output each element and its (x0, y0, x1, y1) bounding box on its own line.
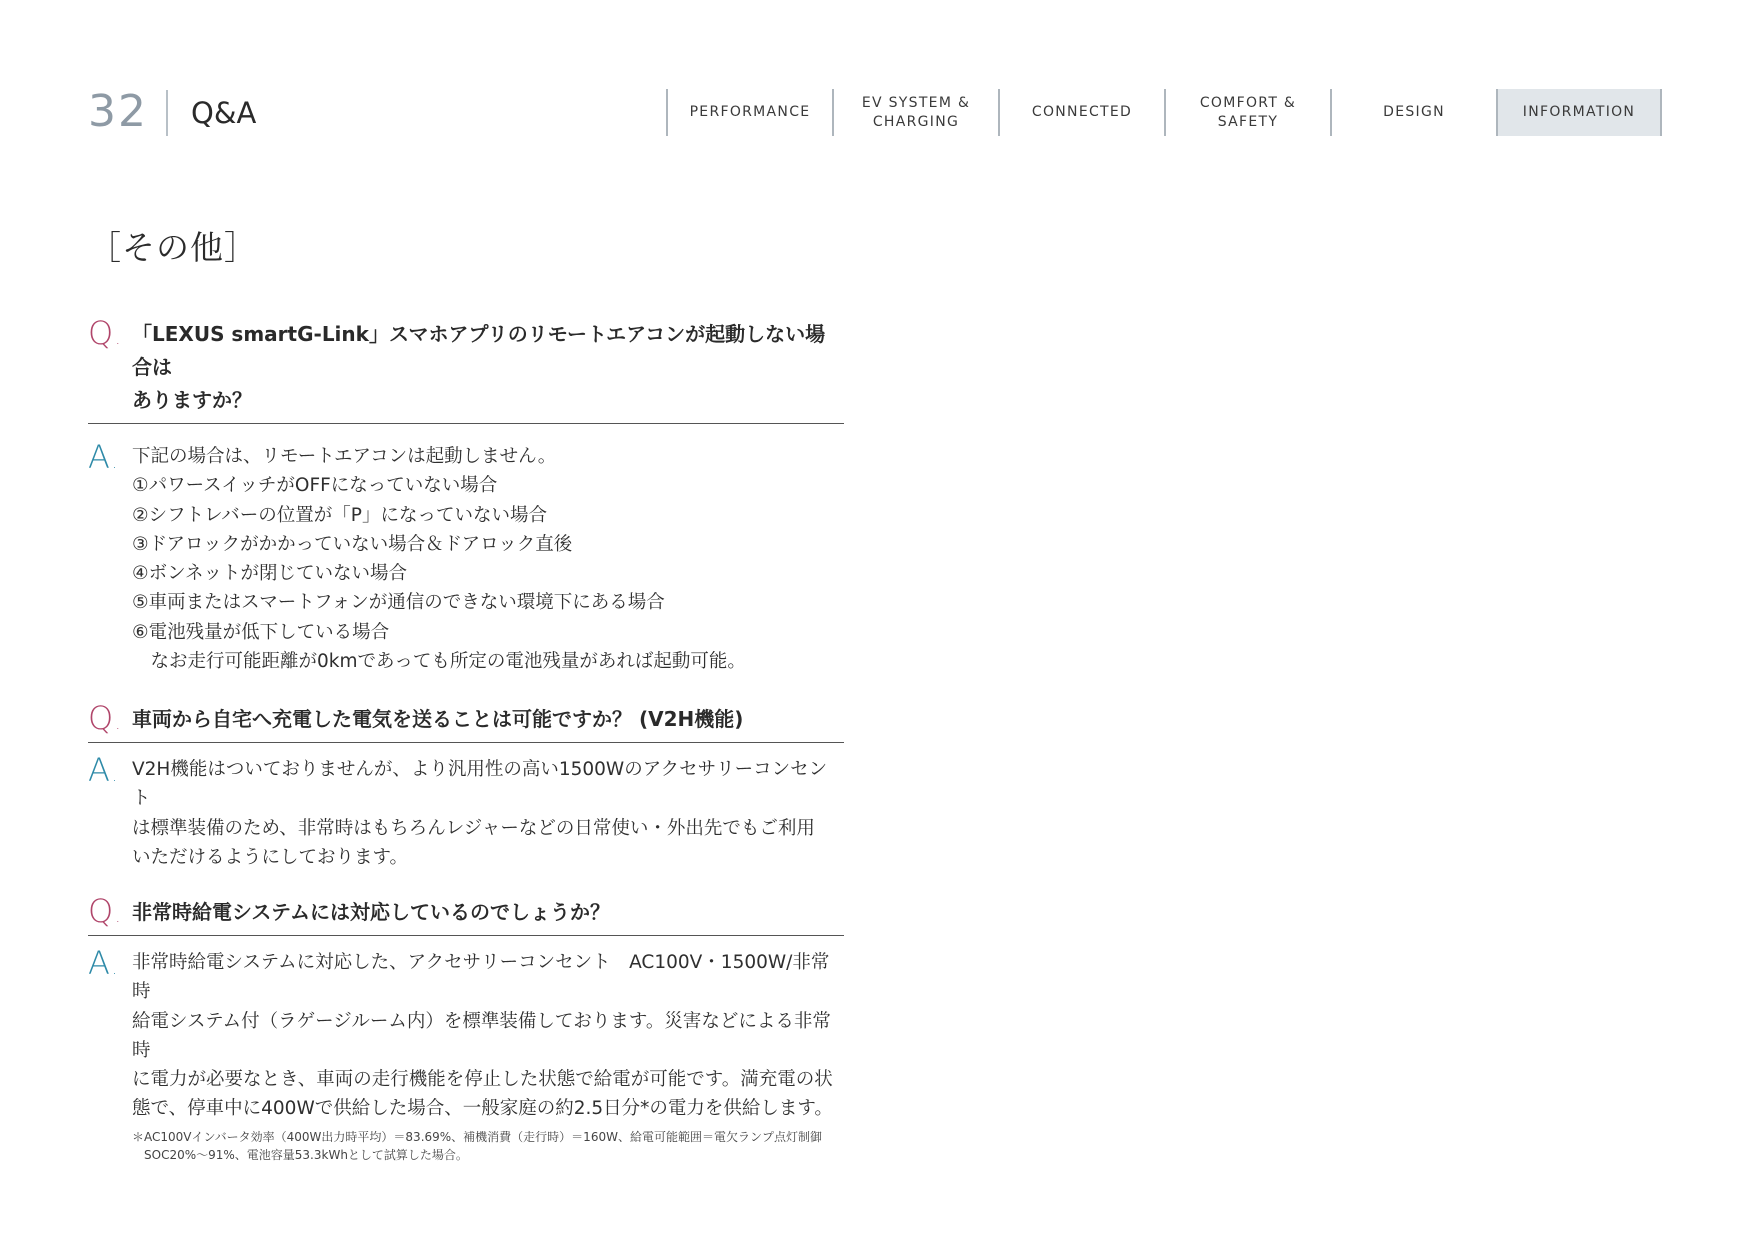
answer-text: V2H機能はついておりませんが、より汎用性の高い1500Wのアクセサリーコンセント は標準装備のため、非常時はもちろんレジャーなどの日常使い・外出先でもご利用 いただけるようにしております。 (132, 759, 828, 868)
answer-mark: A . (88, 944, 117, 982)
question-mark: Q . (88, 314, 121, 352)
page-number: 32 (88, 86, 148, 137)
answer-row (88, 944, 844, 1164)
tab-performance[interactable]: PERFORMANCE (666, 89, 832, 136)
question-text: 非常時給電システムには対応しているのでしょうか？ (132, 900, 610, 924)
answer-row (88, 751, 844, 872)
tab-information[interactable]: INFORMATION (1496, 89, 1662, 136)
tab-comfort-safety[interactable]: COMFORT & SAFETY (1164, 89, 1330, 136)
answer-row (88, 438, 844, 676)
question-mark: Q . (88, 699, 121, 737)
qa-item (88, 314, 844, 676)
tab-design[interactable]: DESIGN (1330, 89, 1496, 136)
answer-mark: A . (88, 438, 117, 476)
qa-item (88, 892, 844, 1164)
question-row (88, 892, 844, 936)
question-text: 車両から自宅へ充電した電気を送ることは可能ですか？ (V2H機能) (132, 707, 744, 731)
answer-mark: A . (88, 751, 117, 789)
answer-text: 非常時給電システムに対応した、アクセサリーコンセント AC100V・1500W/非常時 給電システム付（ラゲージルーム内）を標準装備しております。災害などによる非常時 に電力が必要なとき、車両の走行機能を停止した状態で給電が可能です。満充電の状 態で、停車中に400Wで供給した場合、一般家庭の約2.5日分*の電力を供給します。 (132, 952, 833, 1120)
question-row (88, 699, 844, 743)
section-nav (666, 89, 1662, 136)
title-divider (166, 90, 168, 136)
question-text: 「LEXUS smartG-Link」スマホアプリのリモートエアコンが起動しない場合は ありますか？ (132, 322, 826, 412)
answer-text: 下記の場合は、リモートエアコンは起動しません。 ①パワースイッチがOFFになっていない場合 ②シフトレバーの位置が「P」になっていない場合 ③ドアロックがかかっていない場合＆ドアロック直後 ④ボンネットが閉じていない場合 ⑤車両またはスマートフォンが通信のできない環境下にある場合 ⑥電池残量が低下している場合 なお走行可能距離が0kmであっても所定の電池残量があれば起動可能。 (132, 446, 746, 673)
question-row (88, 314, 844, 424)
page-title: Q&A (191, 96, 257, 130)
footnote: ＊AC100Vインバータ効率（400W出力時平均）＝83.69%、補機消費（走行時）＝160W、給電可能範囲＝電欠ランプ点灯制御 SOC20%〜91%、電池容量53.3kWhとして試算した場合。 (132, 1129, 822, 1162)
tab-ev-system-charging[interactable]: EV SYSTEM & CHARGING (832, 89, 998, 136)
qa-item (88, 699, 844, 872)
question-mark: Q . (88, 892, 121, 930)
section-title: ［その他］ (88, 228, 258, 267)
tab-connected[interactable]: CONNECTED (998, 89, 1164, 136)
